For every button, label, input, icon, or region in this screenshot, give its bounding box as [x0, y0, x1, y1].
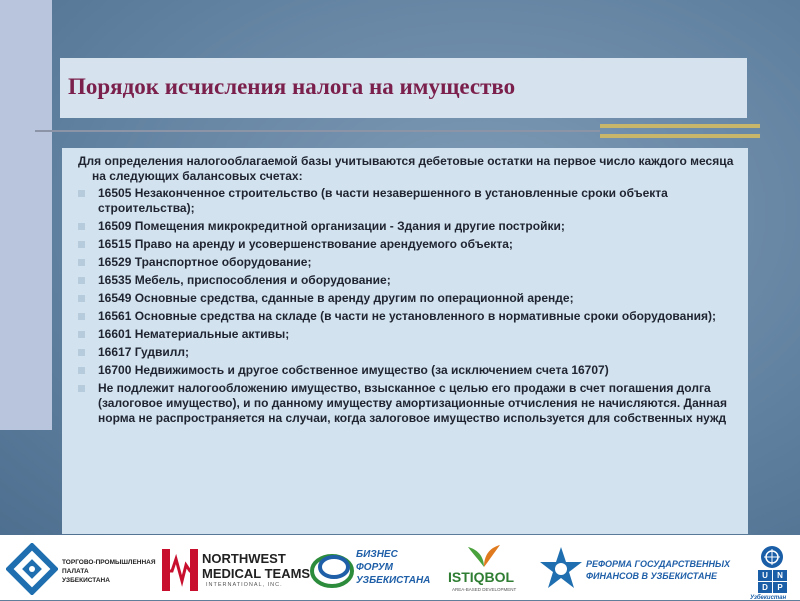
title-divider — [35, 130, 600, 132]
undp-letter-grid: U N D P — [758, 570, 786, 593]
list-item: 16601 Нематериальные активы; — [78, 327, 738, 342]
left-accent-strip — [0, 0, 52, 430]
bullet-icon — [78, 349, 85, 356]
list-item: 16529 Транспортное оборудование; — [78, 255, 738, 270]
list-item: Не подлежит налогообложению имущество, взысканное с целью его продажи в счет погашения долга (залоговое имущество), и по данному имуществу амортизационные отчисления не начисляются. Данная норма не распространяется на случаи, когда залоговое имущество используется для собственных нужд — [78, 381, 738, 426]
bullet-icon — [78, 313, 85, 320]
chamber-emblem-icon — [6, 543, 58, 595]
bullet-icon — [78, 331, 85, 338]
northwest-medical-teams-logo: NORTHWEST MEDICAL TEAMS INTERNATIONAL, INC. — [160, 539, 300, 597]
bullet-icon — [78, 241, 85, 248]
bullet-icon — [78, 259, 85, 266]
list-item: 16617 Гудвилл; — [78, 345, 738, 360]
business-forum-logo: БИЗНЕС ФОРУМ УЗБЕКИСТАНА — [308, 539, 444, 597]
slide-title: Порядок исчисления налога на имущество — [68, 74, 516, 99]
forum-swirl-icon — [308, 547, 358, 591]
bullet-icon — [78, 190, 85, 197]
sprout-icon — [464, 541, 504, 567]
decorative-stripes — [600, 124, 760, 138]
undp-logo: U N D P Узбекистан — [748, 539, 798, 597]
intro-text: Для определения налогооблагаемой базы учитываются дебетовые остатки на первое число каждого месяца на следующих балансовых счетах: — [78, 154, 734, 183]
list-item: 16549 Основные средства, сданные в аренду другим по операционной аренде; — [78, 291, 738, 306]
un-emblem-icon — [760, 545, 784, 569]
public-finance-reform-logo: РЕФОРМА ГОСУДАРСТВЕННЫХ ФИНАНСОВ В УЗБЕКИСТАНЕ — [536, 539, 741, 597]
list-item: 16700 Недвижимость и другое собственное имущество (за исключением счета 16707) — [78, 363, 738, 378]
bullet-icon — [78, 277, 85, 284]
bullet-icon — [78, 385, 85, 392]
bullet-icon — [78, 367, 85, 374]
slide-body — [78, 154, 738, 429]
list-item: 16505 Незаконченное строительство (в части незавершенного в установленные сроки объекта строительства); — [78, 186, 738, 216]
list-item: 16535 Мебель, приспособления и оборудование; — [78, 273, 738, 288]
chamber-of-commerce-logo: ТОРГОВО-ПРОМЫШЛЕННАЯ ПАЛАТА УЗБЕКИСТАНА — [6, 539, 166, 597]
list-item: 16515 Право на аренду и усовершенствование арендуемого объекта; — [78, 237, 738, 252]
list-item: 16561 Основные средства на складе (в части не установленного в нормативные сроки оборудования); — [78, 309, 738, 324]
medical-cross-icon — [160, 545, 200, 595]
istiqbol-logo: ISTIQBOL AREA-BASED DEVELOPMENT — [446, 539, 526, 597]
list-item: 16509 Помещения микрокредитной организации - Здания и другие постройки; — [78, 219, 738, 234]
bullet-icon — [78, 223, 85, 230]
star-emblem-icon — [538, 545, 584, 591]
account-list — [78, 186, 738, 426]
bullet-icon — [78, 295, 85, 302]
sponsor-logo-bar — [0, 535, 800, 600]
